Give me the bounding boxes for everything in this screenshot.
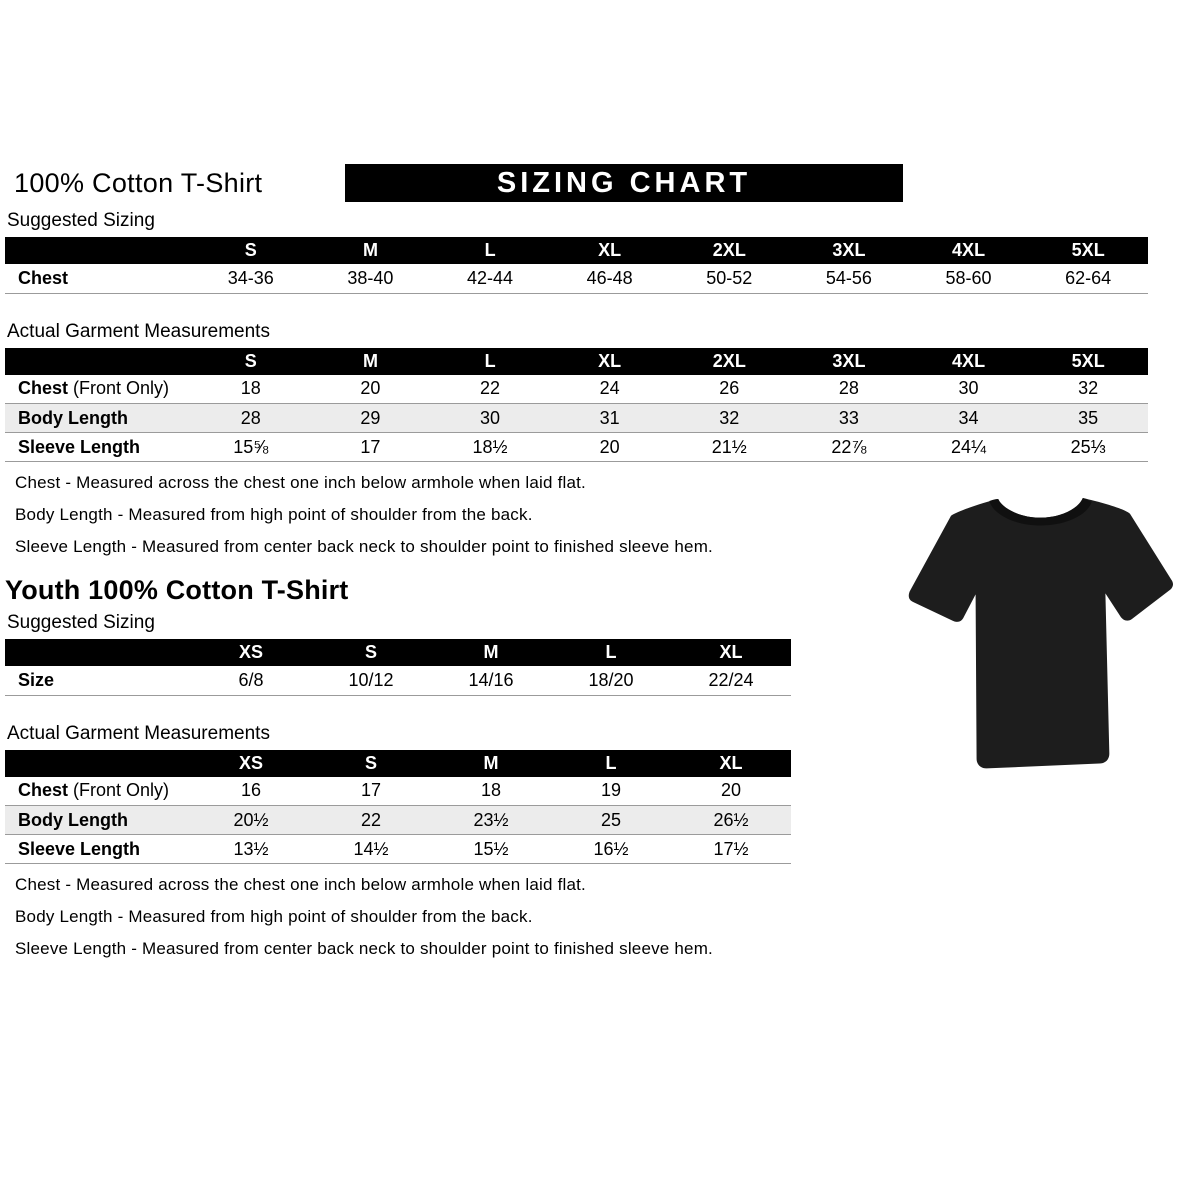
table-cell: 22⅞: [831, 436, 867, 457]
table-cell: 30: [958, 378, 979, 399]
table-cell: 35: [1078, 407, 1099, 428]
size-header: 5XL: [1028, 237, 1148, 264]
adult-actual-measurements-table: [5, 348, 1148, 463]
note-chest: Chest - Measured across the chest one inch below armhole when laid flat.: [15, 473, 586, 492]
size-header: S: [191, 237, 311, 264]
table-cell: 16: [240, 780, 262, 801]
size-header-row: [5, 237, 1148, 264]
row-label: Body Length: [18, 407, 128, 428]
table-cell: 15½: [473, 838, 509, 859]
table-cell: 13½: [233, 838, 269, 859]
table-cell: 15⅝: [233, 436, 269, 457]
table-row-sleeve-length: [5, 835, 791, 864]
size-header: XL: [671, 750, 791, 777]
size-header: XL: [550, 348, 670, 375]
table-cell: 25⅓: [1070, 436, 1106, 457]
size-header: S: [191, 348, 311, 375]
table-cell: 19: [600, 780, 622, 801]
table-cell: 31: [599, 407, 620, 428]
table-cell: 58-60: [945, 267, 992, 288]
row-label: Sleeve Length: [18, 838, 141, 859]
table-cell: 32: [1078, 378, 1099, 399]
size-header: XS: [191, 750, 311, 777]
note-chest: Chest - Measured across the chest one inch below armhole when laid flat.: [15, 875, 586, 894]
size-header-row: [5, 348, 1148, 375]
table-cell: 22: [360, 809, 382, 830]
table-cell: 22: [480, 378, 501, 399]
corner-cell: [5, 237, 191, 264]
size-header: XL: [671, 639, 791, 666]
adult-suggested-heading: Suggested Sizing: [7, 210, 155, 231]
table-cell: 10/12: [348, 669, 394, 690]
size-header: 3XL: [789, 237, 909, 264]
table-cell: 28: [838, 378, 859, 399]
adult-title: 100% Cotton T-Shirt: [14, 168, 263, 198]
table-cell: 17: [360, 780, 382, 801]
note-sleeve-length: Sleeve Length - Measured from center back neck to shoulder point to finished sleeve hem.: [15, 537, 713, 556]
youth-actual-heading: Actual Garment Measurements: [7, 722, 270, 744]
table-cell: 22/24: [708, 669, 754, 690]
table-cell: 18½: [472, 436, 508, 457]
table-cell: 32: [719, 407, 740, 428]
table-cell: 30: [480, 407, 501, 428]
size-header: L: [551, 639, 671, 666]
table-cell: 6/8: [238, 669, 264, 690]
table-cell: 16½: [593, 838, 629, 859]
table-cell: 62-64: [1065, 267, 1112, 288]
row-label: Body Length: [18, 809, 128, 830]
size-header: 3XL: [789, 348, 909, 375]
table-cell: 50-52: [706, 267, 753, 288]
size-header: XL: [550, 237, 670, 264]
table-row-sleeve-length: [5, 433, 1148, 462]
table-row-chest: [5, 777, 791, 806]
youth-suggested-sizing-table: [5, 639, 791, 696]
corner-cell: [5, 750, 191, 777]
sizing-chart-banner: SIZING CHART: [345, 164, 903, 202]
table-row-chest: [5, 375, 1148, 404]
note-sleeve-length: Sleeve Length - Measured from center back neck to shoulder point to finished sleeve hem.: [15, 939, 713, 958]
adult-suggested-sizing-table: [5, 237, 1148, 294]
tshirt-body: [909, 498, 1173, 768]
table-cell: 20: [599, 436, 620, 457]
size-header: 2XL: [670, 348, 790, 375]
table-cell: 24: [599, 378, 620, 399]
table-cell: 20: [720, 780, 742, 801]
table-cell: 17½: [713, 838, 749, 859]
size-header: M: [431, 639, 551, 666]
corner-cell: [5, 639, 191, 666]
table-cell: 34: [958, 407, 979, 428]
table-cell: 18: [480, 780, 502, 801]
table-cell: 21½: [711, 436, 747, 457]
size-header: S: [311, 639, 431, 666]
table-row-chest: [5, 264, 1148, 293]
table-cell: 38-40: [347, 267, 394, 288]
table-cell: 28: [240, 407, 261, 428]
note-body-length: Body Length - Measured from high point of shoulder from the back.: [15, 907, 533, 926]
size-header-row: [5, 750, 791, 777]
table-cell: 46-48: [586, 267, 633, 288]
table-cell: 17: [360, 436, 381, 457]
youth-suggested-heading: Suggested Sizing: [7, 612, 155, 633]
table-cell: 23½: [473, 809, 509, 830]
row-label-text: Chest: [18, 780, 69, 801]
table-cell: 26½: [713, 809, 749, 830]
table-cell: 18: [240, 378, 261, 399]
size-header-row: [5, 639, 791, 666]
size-header: S: [311, 750, 431, 777]
youth-actual-measurements-table: [5, 750, 791, 865]
table-cell: 14½: [353, 838, 389, 859]
table-cell: 33: [838, 407, 859, 428]
table-cell: 18/20: [588, 669, 634, 690]
row-label-suffix: (Front Only): [73, 378, 170, 399]
size-header: 4XL: [909, 348, 1029, 375]
table-cell: 20: [360, 378, 381, 399]
row-label: [5, 375, 191, 404]
table-cell: 29: [360, 407, 381, 428]
size-header: L: [430, 348, 550, 375]
tshirt-image: [893, 474, 1188, 816]
size-header: L: [430, 237, 550, 264]
table-row-size: [5, 666, 791, 695]
table-cell: 42-44: [467, 267, 514, 288]
row-label: Size: [18, 669, 55, 690]
row-label: Sleeve Length: [18, 436, 141, 457]
table-cell: 26: [719, 378, 740, 399]
size-header: M: [311, 348, 431, 375]
row-label: Chest: [18, 267, 69, 288]
adult-actual-heading: Actual Garment Measurements: [7, 320, 270, 342]
header-row: [5, 164, 1148, 208]
table-cell: 25: [600, 809, 622, 830]
size-header: M: [311, 237, 431, 264]
row-label: [5, 777, 191, 806]
table-row-body-length: [5, 806, 791, 835]
size-header: 4XL: [909, 237, 1029, 264]
corner-cell: [5, 348, 191, 375]
size-header: L: [551, 750, 671, 777]
row-label-text: Chest: [18, 378, 69, 399]
table-cell: 34-36: [227, 267, 274, 288]
table-row-body-length: [5, 404, 1148, 433]
size-header: 5XL: [1028, 348, 1148, 375]
size-header: 2XL: [670, 237, 790, 264]
table-cell: 54-56: [825, 267, 872, 288]
youth-title: Youth 100% Cotton T-Shirt: [5, 575, 349, 605]
note-body-length: Body Length - Measured from high point of shoulder from the back.: [15, 505, 533, 524]
row-label-suffix: (Front Only): [73, 780, 170, 801]
size-header: XS: [191, 639, 311, 666]
youth-measurement-notes: [5, 874, 1148, 960]
table-cell: 20½: [233, 809, 269, 830]
size-header: M: [431, 750, 551, 777]
table-cell: 14/16: [468, 669, 514, 690]
table-cell: 24¼: [951, 436, 987, 457]
